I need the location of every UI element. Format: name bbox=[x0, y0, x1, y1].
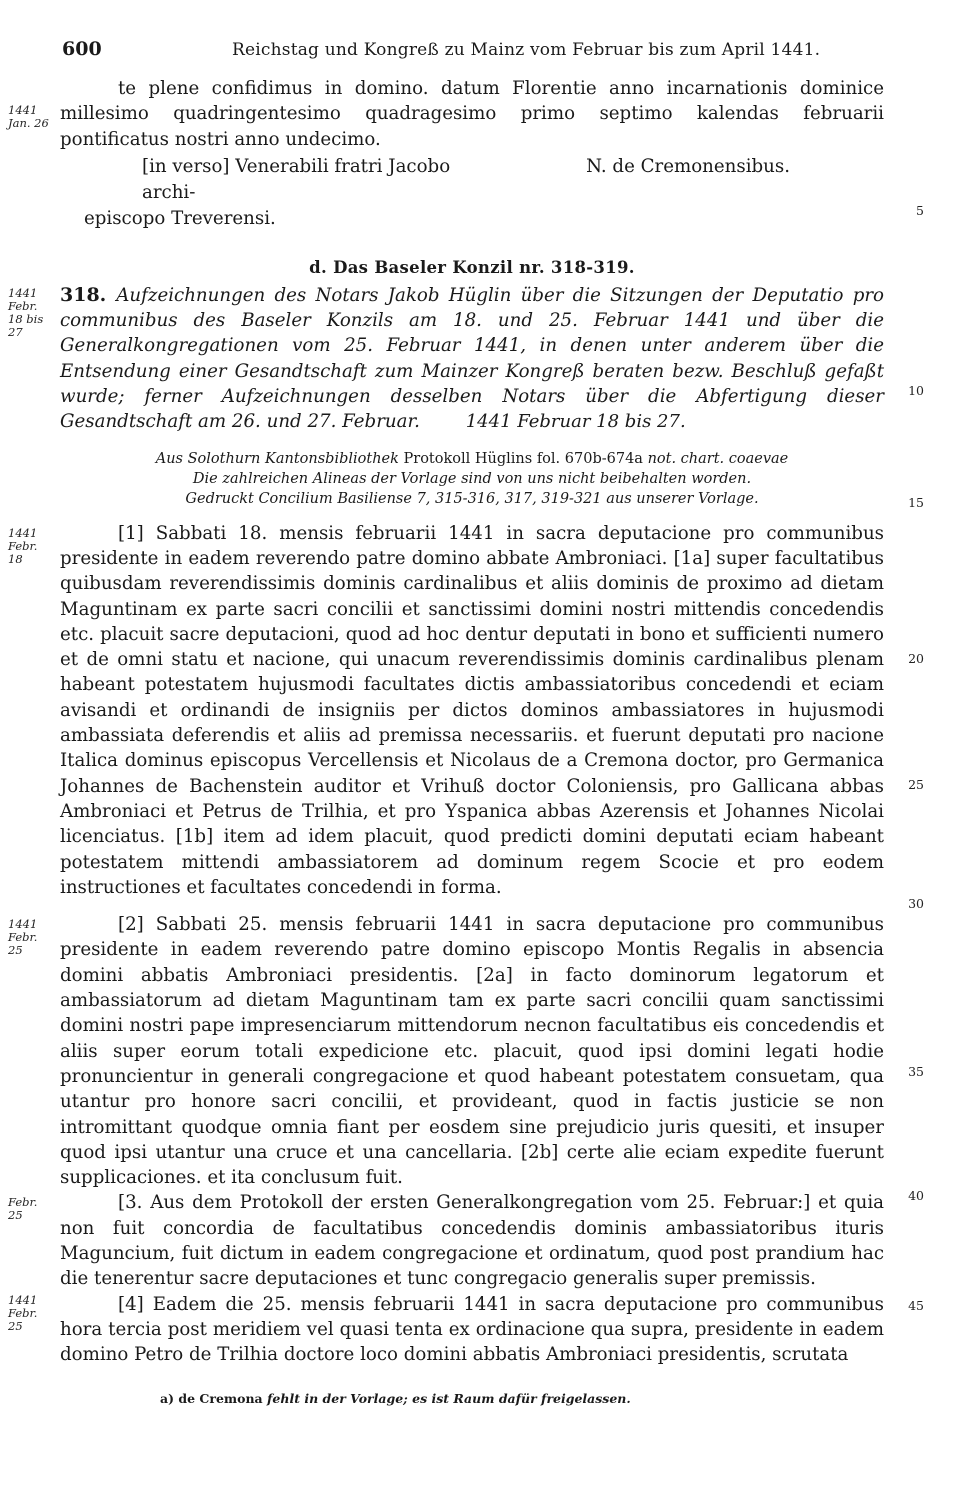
line-number: 25 bbox=[908, 776, 924, 792]
margin-date: 1441 Febr. 25 bbox=[8, 1292, 38, 1333]
entry-number: 318. bbox=[60, 283, 107, 306]
line-number: 30 bbox=[908, 896, 924, 912]
footnote-term: de Cremona bbox=[178, 1391, 263, 1407]
paragraph-text: [3. Aus dem Protokoll der ersten Generalkongregation vom 25. Februar:] et quia non fuit concordia de facultatibus concedendis dominis ambassiatoribus ituris Maguncium, fuit dictum in eadem congregacione et ordinatum, quod post prandium hac die tenerentur sacre deputaciones et tunc congregacio generalis super premissis. bbox=[60, 1192, 884, 1290]
running-title: Reichstag und Kongreß zu Mainz vom Februar bis zum April 1441. bbox=[232, 40, 821, 60]
margin-date: 1441 Febr. 18 bbox=[8, 525, 38, 566]
footnote-text: fehlt in der Vorlage; es ist Raum dafür freigelassen. bbox=[267, 1391, 631, 1407]
entry-date: 1441 Februar 18 bis 27. bbox=[465, 411, 686, 433]
main-text bbox=[8, 76, 924, 1407]
page-number: 600 bbox=[62, 38, 102, 60]
entry-318 bbox=[8, 283, 924, 435]
paragraph-text: [4] Eadem die 25. mensis februarii 1441 in sacra deputacione pro communibus hora tercia post meridiem vel quasi tenta ex ordinacione qua supra, presidente in eadem domino Petro de Trilhia doctore loco domini abbatis Ambroniaci presidentis, scrutata bbox=[60, 1293, 884, 1366]
line-number: 10 bbox=[908, 382, 924, 398]
paragraph-4 bbox=[8, 1292, 924, 1368]
line-number: 15 bbox=[908, 494, 924, 510]
footnote-label: a) bbox=[160, 1391, 175, 1407]
entry-title: Aufzeichnungen des Notars Jakob Hüglin über die Sitzungen der Deputatio pro communibus des Baseler Konzils am 18. und 25. Februar 1441 und über die Generalkongregationen vom 25. Februar 1441, in denen unter anderem über die Entsendung einer Gesandtschaft zum Mainzer Kongreß beraten bezw. Beschluß gefaßt wurde; ferner Aufzeichnungen desselben Notars über die Abfertigung dieser Gesandtschaft am 26. und 27. Februar. bbox=[60, 284, 884, 433]
paragraph-1 bbox=[8, 521, 924, 900]
margin-date: 1441 Jan. 26 bbox=[8, 103, 49, 130]
page-header bbox=[62, 38, 902, 64]
footnote bbox=[160, 1391, 884, 1406]
entry-heading bbox=[60, 283, 884, 435]
line-number: 35 bbox=[908, 1064, 924, 1080]
letter-close bbox=[8, 76, 924, 232]
line-number: 40 bbox=[908, 1188, 924, 1204]
margin-date: 1441 Febr. 18 bis 27 bbox=[8, 285, 44, 339]
paragraph-3 bbox=[8, 1190, 884, 1291]
source-line-1: Aus Solothurn Kantonsbibliothek Protokoll Hüglins fol. 670b-674a not. chart. coaevae bbox=[155, 450, 789, 467]
margin-date: Febr. 25 bbox=[8, 1195, 38, 1223]
paragraph-text: [2] Sabbati 25. mensis februarii 1441 in sacra deputacione pro communibus presidente in eadem reverendo patre domino episcopo Montis Regalis in absencia domini abbatis Ambroniaci presidentis. [2a] in facto dominorum legatorum et ambassiatorum ad dietam Maguntinam tam ex parte sacri concilii quam sanctissimi domini nostri pape impresenciarum mittendorum necnon facultatibus eis concedendis et aliis super eorum totali expedicione etc. placuit, quod ipsi domini legati hodie pronuncientur in generali congregacione et quod habeant potestatem consuetam, qua utantur pro honore sacri concilii, et provideant, quod in factis justicie se non intromittant quodque omnia fiant per eosdem sine prejudicio juris quesiti, et insuper quod ipsi utantur una cruce et una cancellaria. [2b] certe alie eciam expedite fuerunt supplicaciones. et ita conclusum fuit. bbox=[60, 914, 884, 1189]
source-line-2: Die zahlreichen Alineas der Vorlage sind von uns nicht beibehalten worden. bbox=[192, 470, 752, 487]
line-number: 20 bbox=[908, 650, 924, 666]
address-line-2: episcopo Treverensi. bbox=[84, 207, 276, 229]
line-number: 5 bbox=[916, 203, 924, 218]
line-number: 45 bbox=[908, 1297, 924, 1313]
margin-date: 1441 Febr. 25 bbox=[8, 917, 38, 958]
letter-close-text: te plene confidimus in domino. datum Florentie anno incarnationis dominice millesimo quadringentesimo quadragesimo primo septimo kalendas februarii pontificatus nostri anno undecimo. bbox=[60, 78, 884, 150]
paragraph-2 bbox=[8, 896, 924, 1204]
source-line-3: Gedruckt Concilium Basiliense 7, 315-316, 317, 319-321 aus unserer Vorlage. bbox=[185, 490, 759, 507]
signature: N. de Cremonensibus. bbox=[586, 155, 790, 177]
letter-address bbox=[60, 154, 884, 232]
source-note bbox=[60, 449, 924, 510]
address-line-1: [in verso] Venerabili fratri Jacobo archi- bbox=[142, 155, 451, 203]
section-heading: d. Das Baseler Konzil nr. 318-319. bbox=[309, 257, 635, 277]
paragraph-text: [1] Sabbati 18. mensis februarii 1441 in sacra deputacione pro communibus presidente in eadem reverendo patre domino abbate Ambroniaci. [1a] super facultatibus quibusdam reverendissimis dominis cardinalibus et aliis dominis de proximo ad dietam Maguntinam ex parte sacri concilii et sanctissimi domini nostri mittendis concedendis etc. placuit sacre deputacioni, quod ad hoc dentur deputati in bono et sufficienti numero et de omni statu et nacione, qui unacum reverendissimis dominis cardinalibus plenam habeant potestatem hujusmodi facultates dictis ambassiatoribus concedendi et eciam avisandi et ordinandi de insigniis per dictos dominos ambassiatores in hujusmodi ambassiata deferendis et aliis ad premissa necessariis. et fuerunt deputati pro nacione Italica dominus episcopus Vercellensis et Nicolaus de a Cremona doctor, pro Germanica Johannes de Bachenstein auditor et Vrihuß doctor Coloniensis, pro Gallicana abbas Ambroniaci et Petrus de Trilhia, et pro Yspanica abbas Azerensis et Johannes Nicolai licenciatus. [1b] item ad idem placuit, quod predicti domini deputati eciam habeant potestatem mittendi ambassiatorem ad dominum regem Scocie et pro eodem instructiones et facultates concedendi in forma. bbox=[60, 522, 884, 898]
